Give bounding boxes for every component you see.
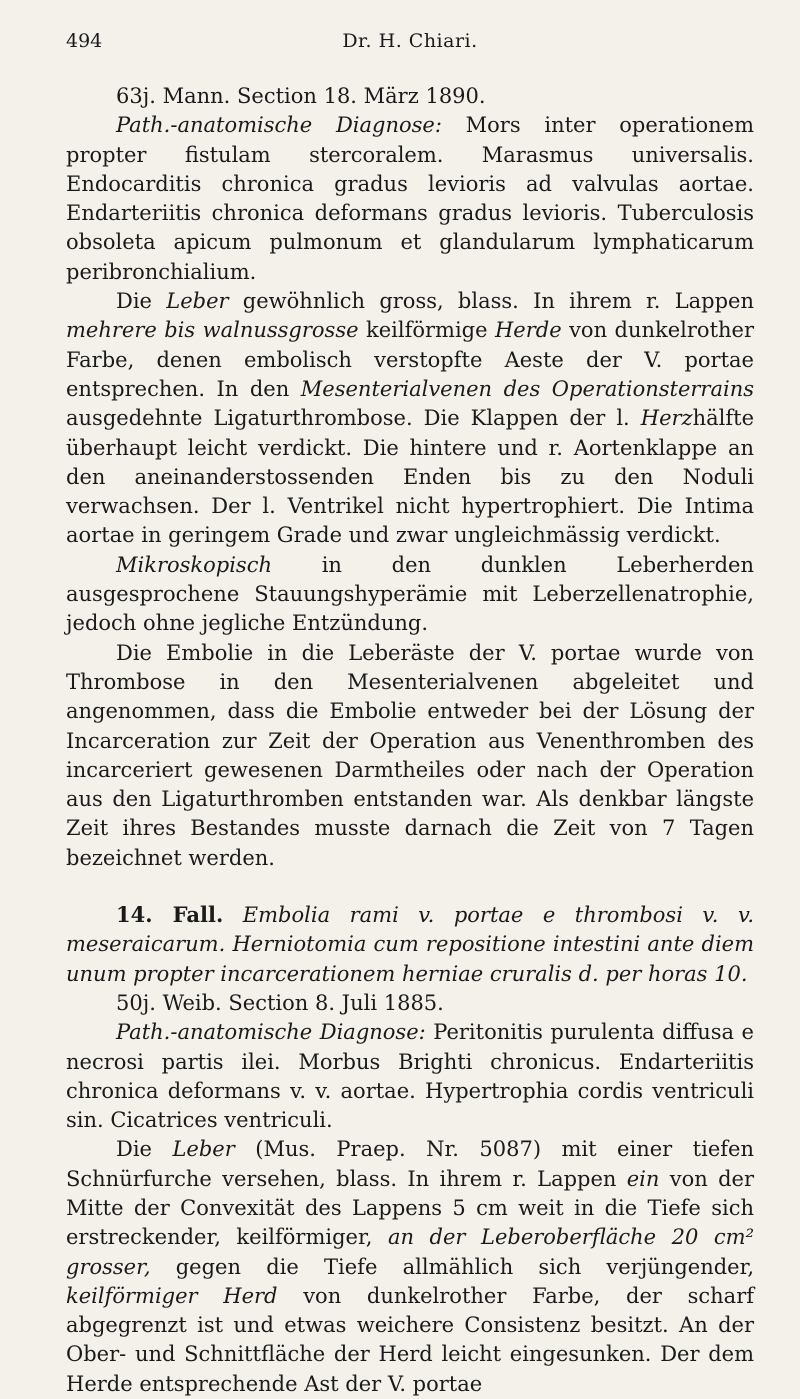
page-body: [66, 82, 754, 1399]
case-label: 14. Fall.: [116, 902, 224, 928]
text-run: Leber: [166, 289, 229, 314]
text-run: Mikroskopisch: [116, 552, 272, 577]
case-title: Embolia rami v. portae e thrombosi v. v. meseraicarum. Herniotomia cum repositione intestini ante diem unum propter incarcerationem herniae cruralis d. per horas 10.: [66, 903, 755, 986]
diagnosis-label: Path.-anatomische Diagnose:: [116, 113, 442, 138]
text-run: keilförmiger Herd: [66, 1283, 278, 1308]
text-run: mehrere bis walnussgrosse: [66, 318, 359, 343]
text-run: an der Leberoberfläche 20 cm² grosser,: [66, 1225, 755, 1279]
case-intro: 63j. Mann. Section 18. März 1890.: [116, 84, 486, 108]
text-run: hälfte überhaupt leicht verdickt. Die hintere und r. Aortenklappe an den aneinanderstossenden Enden bis zu den Noduli verwachsen. Der l. Ventrikel nicht hypertrophiert. Die Intima aortae in geringem Grade und zwar ungleichmässig verdickt.: [66, 406, 754, 548]
text-run: Leber: [172, 1137, 235, 1162]
text-run: von dunkelrother Farbe, der scharf abgegrenzt ist und etwas weichere Consistenz besitzt. An der Ober- und Schnittfläche der Herd leicht eingesunken. Der dem Herde entsprechende Ast der V. portae: [66, 1283, 755, 1396]
case-intro: 50j. Weib. Section 8. Juli 1885.: [116, 990, 444, 1015]
text-run: Mesenterialvenen des Operationsterrains: [300, 376, 755, 401]
text-run: Die: [116, 1137, 173, 1162]
text-run: Herde: [494, 318, 562, 343]
text-run: in den dunklen Leberherden ausgesprochene Stauungshyperämie mit Leberzellenatrophie, jedoch ohne jegliche Entzündung.: [66, 552, 754, 636]
text-run: keilförmige: [358, 318, 495, 343]
page-header: [66, 30, 754, 60]
text-run: ausgedehnte Ligaturthrombose. Die Klappen der l.: [66, 406, 641, 431]
running-head: Dr. H. Chiari.: [342, 30, 478, 52]
text-run: Herz: [640, 406, 693, 431]
text-run: von dunkelrother Farbe, denen embolisch verstopfte Aeste der V. portae entsprechen. In den: [66, 318, 755, 401]
diagnosis-text: Peritonitis purulenta diffusa e necrosi partis ilei. Morbus Brighti chronicus. Endarteriitis chronica deformans v. v. aortae. Hypertrophia cordis ventriculi sin. Cicatrices ventriculi.: [66, 1020, 754, 1133]
liver-paragraph: [66, 1135, 754, 1399]
embolism-paragraph: Die Embolie in die Leberäste der V. portae wurde von Thrombose in den Mesenterialvenen abgeleitet und angenommen, dass die Embolie entweder bei der Lösung der Incarceration zur Zeit der Operation aus Venenthromben des incarceriert gewesenen Darmtheiles oder nach der Operation aus den Ligaturthromben entstanden war. Als denkbar längste Zeit ihres Bestandes musste darnach die Zeit von 7 Tagen bezeichnet werden.: [66, 640, 754, 870]
page-number: 494: [66, 30, 103, 52]
case-heading: [66, 900, 754, 989]
liver-paragraph: [66, 287, 754, 551]
diagnosis-paragraph: [66, 1018, 754, 1135]
text-run: von der Mitte der Convexität des Lappens 5 cm weit in die Tiefe sich erstreckender, keilförmiger,: [66, 1166, 754, 1250]
section-gap: [66, 873, 754, 900]
text-run: (Mus. Praep. Nr. 5087) mit einer tiefen Schnürfurche versehen, blass. In ihrem r. Lappen: [66, 1137, 754, 1191]
text-run: ein: [626, 1166, 660, 1191]
text-run: Die: [116, 289, 167, 314]
diagnosis-label: Path.-anatomische Diagnose:: [116, 1020, 426, 1045]
diagnosis-paragraph: [66, 111, 754, 287]
text-run: gegen die Tiefe allmählich sich verjüngender,: [150, 1254, 754, 1279]
diagnosis-text: Mors inter operationem propter fistulam stercoralem. Marasmus universalis. Endocarditis chronica gradus levioris ad valvulas aortae. Endarteriitis chronica deformans gradus levioris. Tuberculosis obsoleta apicum pulmonum et glandularum lymphaticarum peribronchialium.: [66, 113, 754, 284]
text-run: gewöhnlich gross, blass. In ihrem r. Lappen: [228, 289, 755, 314]
microscopy-paragraph: [66, 551, 754, 639]
